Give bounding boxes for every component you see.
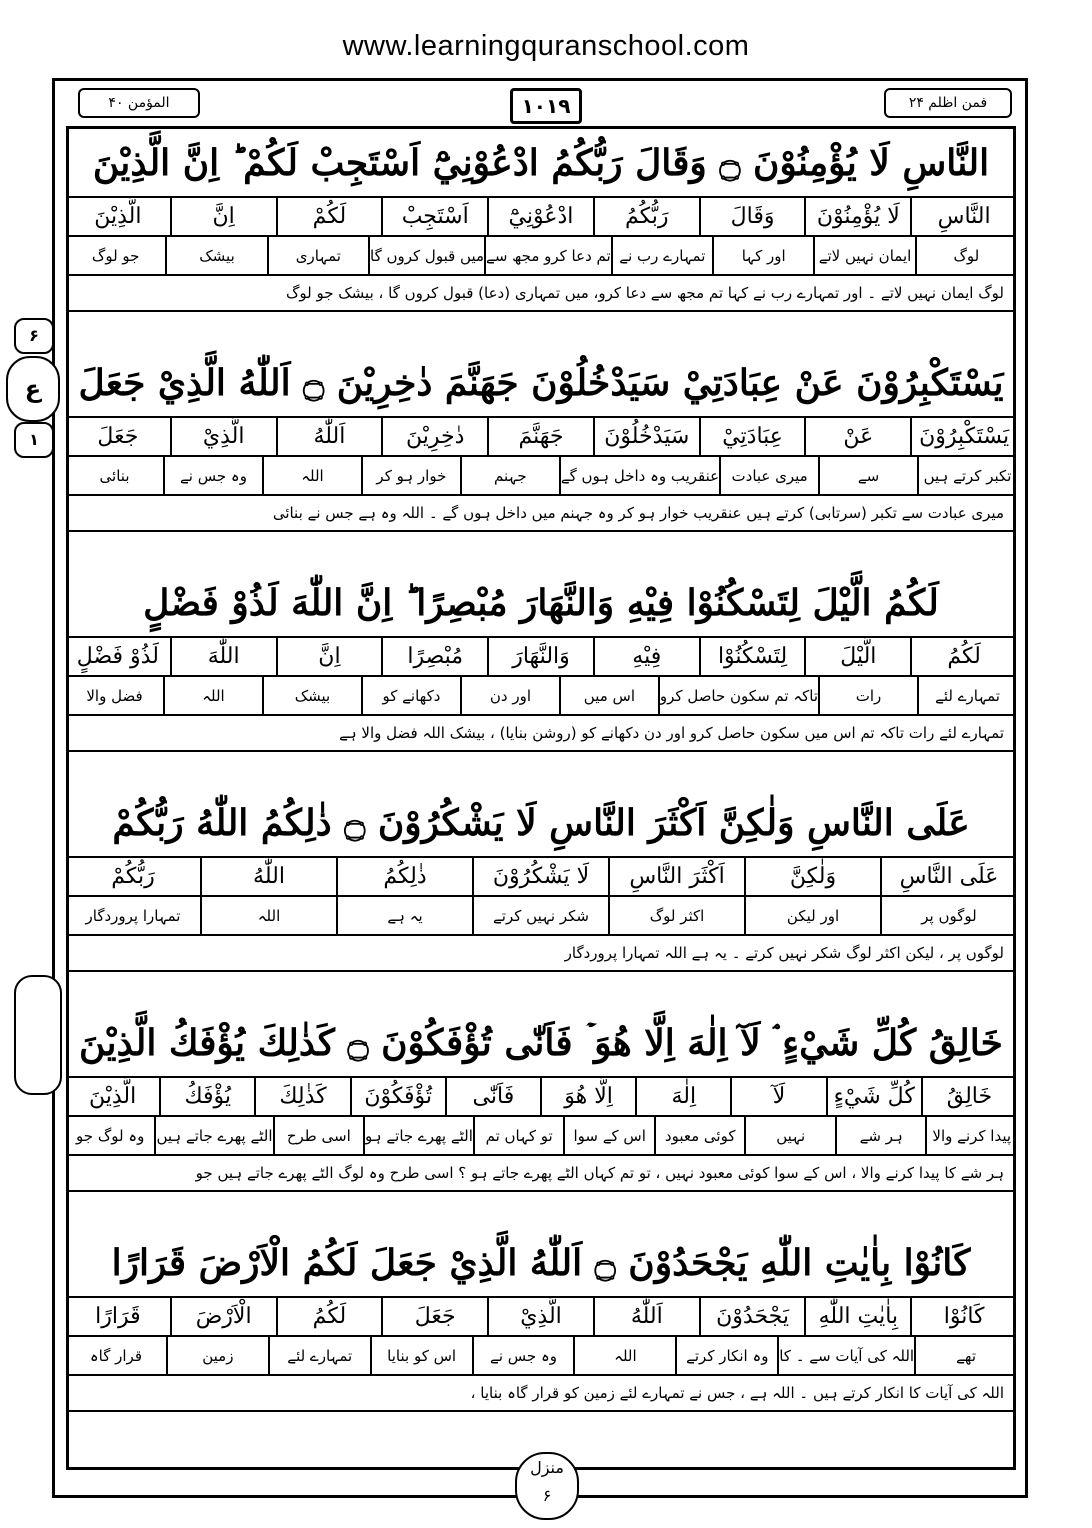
meaning-cell: اکثر لوگ <box>608 897 744 934</box>
meaning-cell: تمہارے لئے <box>268 1337 370 1374</box>
manzil-number: ۶ <box>542 1486 552 1505</box>
word-cell: الَّذِيْنَ <box>88 1084 137 1109</box>
translation-line: ہر شے کا پیدا کرنے والا ، اس کے سوا کوئی معبود نہیں ، تو تم کہاں الٹے پھرے جاتے ہو ؟ اسی طرح وہ لوگ الٹے پھرے جاتے ہیں جو <box>66 1154 1016 1192</box>
word-cell: خَالِقُ <box>921 1078 1016 1115</box>
word-row <box>66 636 1016 675</box>
word-row <box>66 196 1016 235</box>
meaning-cell: فضل والا <box>86 686 143 705</box>
meaning-cell: جہنم <box>460 457 559 494</box>
meaning-cell: اللہ <box>262 457 361 494</box>
word-cell: اِلَّا هُوَ <box>540 1078 635 1115</box>
ayah-section <box>66 570 1016 752</box>
word-cell: جَهَنَّمَ <box>487 418 593 455</box>
word-cell: لَكُمُ <box>910 638 1016 675</box>
word-cell: فَاَنّٰى <box>445 1078 540 1115</box>
meaning-row <box>66 455 1016 494</box>
word-cell: اَسْتَجِبْ <box>381 198 487 235</box>
meaning-cell: سے <box>818 457 917 494</box>
meaning-cell: تھے <box>914 1337 1016 1374</box>
meaning-cell: عنقریب وہ داخل ہوں گے <box>559 457 719 494</box>
word-cell: ادْعُوْنِيْٓ <box>487 198 593 235</box>
meaning-cell: لوگوں پر <box>880 897 1016 934</box>
page-number: ۱۰۱۹ <box>510 88 582 124</box>
word-cell: يَسْتَكْبِرُوْنَ <box>910 418 1016 455</box>
meaning-cell: تمہاری <box>267 237 368 274</box>
ayah-section <box>66 790 1016 972</box>
word-cell: اللّٰهُ <box>200 858 336 895</box>
meaning-row <box>66 235 1016 274</box>
meaning-cell: ایمان نہیں لاتے <box>813 237 914 274</box>
word-cell: دٰخِرِيْنَ <box>381 418 487 455</box>
word-cell: لَكُمُ <box>276 1298 382 1335</box>
word-cell: اَللّٰهُ <box>276 418 382 455</box>
word-cell: الَّيْلَ <box>804 638 910 675</box>
meaning-cell: نہیں <box>744 1117 835 1154</box>
meaning-cell: اللہ <box>200 897 336 934</box>
word-cell: بِاٰيٰتِ اللّٰهِ <box>804 1298 910 1335</box>
word-row <box>66 1076 1016 1115</box>
word-cell: جَعَلَ <box>381 1298 487 1335</box>
word-cell: تُؤْفَكُوْنَ <box>350 1078 445 1115</box>
meaning-cell: شکر نہیں کرتے <box>472 897 608 934</box>
word-row <box>66 1296 1016 1335</box>
meaning-cell: اور لیکن <box>744 897 880 934</box>
word-row <box>66 856 1016 895</box>
translation-line: تمہارے لئے رات تاکہ تم اس میں سکون حاصل کرو اور دن دکھانے کو (روشن بنایا) ، بیشک اللہ فضل والا ہے <box>66 714 1016 752</box>
word-cell: سَيَدْخُلُوْنَ <box>593 418 699 455</box>
ayah-text: النَّاسِ لَا يُؤْمِنُوْنَ ۝ وَقَالَ رَبُّكُمُ ادْعُوْنِيْٓ اَسْتَجِبْ لَكُمْ ؕ اِنَّ الَّذِيْنَ <box>92 142 990 184</box>
meaning-cell: اور دن <box>460 677 559 714</box>
word-cell: رَبُّكُمُ <box>593 198 699 235</box>
meaning-cell: اللہ <box>163 677 262 714</box>
translation-line: اللہ کی آیات کا انکار کرتے ہیں ۔ اللہ ہے ، جس نے تمہارے لئے زمین کو قرار گاہ بنایا ، <box>66 1374 1016 1412</box>
word-cell: لِتَسْكُنُوْا <box>699 638 805 675</box>
word-cell: الْاَرْضَ <box>170 1298 276 1335</box>
meaning-cell: خوار ہو کر <box>361 457 460 494</box>
meaning-cell: میری عبادت <box>719 457 818 494</box>
meaning-cell: تمہارا پروردگار <box>85 906 181 925</box>
manzil-label: منزل <box>530 1458 564 1477</box>
ayah-section <box>66 1010 1016 1192</box>
side-badge-top: ۶ <box>14 318 54 354</box>
meaning-cell: وہ جس نے <box>472 1337 574 1374</box>
word-cell: وَالنَّهَارَ <box>487 638 593 675</box>
word-cell: يَجْحَدُوْنَ <box>699 1298 805 1335</box>
word-cell: رَبُّكُمْ <box>111 864 155 889</box>
meaning-row <box>66 895 1016 934</box>
word-cell: ذٰلِكُمُ <box>336 858 472 895</box>
word-cell: وَلٰكِنَّ <box>744 858 880 895</box>
word-cell: وَقَالَ <box>699 198 805 235</box>
meaning-cell: اسی طرح <box>273 1117 364 1154</box>
word-cell: اِنَّ <box>276 638 382 675</box>
word-cell: لَذُوْ فَضْلٍ <box>76 644 159 669</box>
meaning-row <box>66 1115 1016 1154</box>
meaning-cell: بیشک <box>165 237 266 274</box>
meaning-row <box>66 675 1016 714</box>
meaning-cell: الٹے پھرے جاتے ہیں <box>154 1117 272 1154</box>
word-cell: اِنَّ <box>170 198 276 235</box>
word-cell: عَنْ <box>804 418 910 455</box>
word-cell: اللّٰهَ <box>170 638 276 675</box>
word-cell: اَكْثَرَ النَّاسِ <box>608 858 744 895</box>
meaning-cell: تکبر کرتے ہیں <box>917 457 1016 494</box>
meaning-cell: تمہارے رب نے <box>611 237 712 274</box>
word-cell: لَا يَشْكُرُوْنَ <box>472 858 608 895</box>
word-row <box>66 416 1016 455</box>
meaning-cell: تاکہ تم سکون حاصل کرو <box>658 677 818 714</box>
meaning-cell: قرار گاہ <box>89 1346 143 1365</box>
word-cell: يُؤْفَكُ <box>159 1078 254 1115</box>
translation-line: لوگوں پر ، لیکن اکثر لوگ شکر نہیں کرتے ۔ یہ ہے اللہ تمہارا پروردگار <box>66 934 1016 972</box>
word-cell: عَلَى النَّاسِ <box>880 858 1016 895</box>
ayah-text: عَلَى النَّاسِ وَلٰكِنَّ اَكْثَرَ النَّاسِ لَا يَشْكُرُوْنَ ۝ ذٰلِكُمُ اللّٰهُ رَبُّكُمْ <box>112 802 970 844</box>
translation-line: میری عبادت سے تکبر (سرتابی) کرتے ہیں عنقریب خوار ہو کر وہ جہنم میں داخل ہوں گے ۔ اللہ وہ ہے جس نے بنائی <box>66 494 1016 532</box>
word-cell: قَرَارًا <box>95 1304 141 1329</box>
meaning-row <box>66 1335 1016 1374</box>
ayah-text: لَكُمُ الَّيْلَ لِتَسْكُنُوْا فِيْهِ وَالنَّهَارَ مُبْصِرًا ؕ اِنَّ اللّٰهَ لَذُوْ فَضْلٍ <box>143 582 939 624</box>
meaning-cell: وہ انکار کرتے <box>675 1337 777 1374</box>
word-cell: لَآ <box>730 1078 825 1115</box>
meaning-cell: لوگ <box>915 237 1016 274</box>
meaning-cell: رات <box>818 677 917 714</box>
meaning-cell: دکھانے کو <box>361 677 460 714</box>
meaning-cell: یہ ہے <box>336 897 472 934</box>
word-cell: لَا يُؤْمِنُوْنَ <box>804 198 910 235</box>
word-cell: اِلٰهَ <box>635 1078 730 1115</box>
ayah-text: خَالِقُ كُلِّ شَيْءٍ ۘ لَآ اِلٰهَ اِلَّا هُوَ ۡ فَاَنّٰى تُؤْفَكُوْنَ ۝ كَذٰلِكَ يُؤْفَكُ الَّذِيْنَ <box>79 1022 1003 1064</box>
meaning-cell: اس میں <box>559 677 658 714</box>
word-cell: لَكُمْ <box>276 198 382 235</box>
word-cell: كَانُوْا <box>910 1298 1016 1335</box>
side-ornament <box>14 975 62 1095</box>
meaning-cell: ہر شے <box>835 1117 926 1154</box>
translation-line: لوگ ایمان نہیں لاتے ۔ اور تمہارے رب نے کہا تم مجھ سے دعا کرو، میں تمہاری (دعا) قبول کروں گا ، بیشک جو لوگ <box>66 274 1016 312</box>
ayah-text: يَسْتَكْبِرُوْنَ عَنْ عِبَادَتِيْ سَيَدْخُلُوْنَ جَهَنَّمَ دٰخِرِيْنَ ۝ اَللّٰهُ الَّذِيْ جَعَلَ <box>78 362 1004 404</box>
manzil-badge <box>515 1452 579 1520</box>
ayah-section <box>66 130 1016 312</box>
meaning-cell: تو کہاں تم <box>473 1117 564 1154</box>
word-cell: فِيْهِ <box>593 638 699 675</box>
word-cell: الَّذِيْ <box>170 418 276 455</box>
meaning-cell: جو لوگ <box>91 246 140 265</box>
meaning-cell: تم دعا کرو مجھ سے <box>484 237 611 274</box>
meaning-cell: اس کے سوا <box>563 1117 654 1154</box>
meaning-cell: بیشک <box>262 677 361 714</box>
meaning-cell: بنائی <box>99 466 130 485</box>
ayah-text: كَانُوْا بِاٰيٰتِ اللّٰهِ يَجْحَدُوْنَ ۝ اَللّٰهُ الَّذِيْ جَعَلَ لَكُمُ الْاَرْضَ قَرَارًا <box>111 1242 971 1284</box>
meaning-cell: زمین <box>166 1337 268 1374</box>
ayah-section <box>66 1230 1016 1412</box>
header-left-label: المؤمن ۴۰ <box>78 88 200 118</box>
meaning-cell: اللہ <box>573 1337 675 1374</box>
word-cell: مُبْصِرًا <box>381 638 487 675</box>
word-cell: الَّذِيْنَ <box>94 204 142 229</box>
meaning-cell: پیدا کرنے والا <box>925 1117 1016 1154</box>
word-cell: عِبَادَتِيْ <box>699 418 805 455</box>
meaning-cell: وہ جس نے <box>163 457 262 494</box>
meaning-cell: اس کو بنایا <box>370 1337 472 1374</box>
word-cell: كَذٰلِكَ <box>254 1078 349 1115</box>
meaning-cell: الٹے پھرے جاتے ہو <box>363 1117 473 1154</box>
site-url: www.learningquranschool.com <box>342 30 750 62</box>
ruku-badge: ع <box>6 356 60 422</box>
meaning-cell: کوئی معبود <box>654 1117 745 1154</box>
meaning-cell: میں قبول کروں گا <box>368 237 484 274</box>
ayah-section <box>66 350 1016 532</box>
word-cell: كُلِّ شَيْءٍ <box>826 1078 921 1115</box>
word-cell: اَللّٰهُ <box>593 1298 699 1335</box>
meaning-cell: اور کہا <box>712 237 813 274</box>
meaning-cell: وہ لوگ جو <box>76 1126 145 1145</box>
header-right-label: فمن اظلم ۲۴ <box>884 88 1012 118</box>
side-badge-bottom: ۱ <box>14 422 54 458</box>
word-cell: جَعَلَ <box>97 424 139 449</box>
meaning-cell: اللہ کی آیات سے ۔ کا <box>777 1337 914 1374</box>
word-cell: الَّذِيْ <box>487 1298 593 1335</box>
word-cell: النَّاسِ <box>910 198 1016 235</box>
meaning-cell: تمہارے لئے <box>917 677 1016 714</box>
